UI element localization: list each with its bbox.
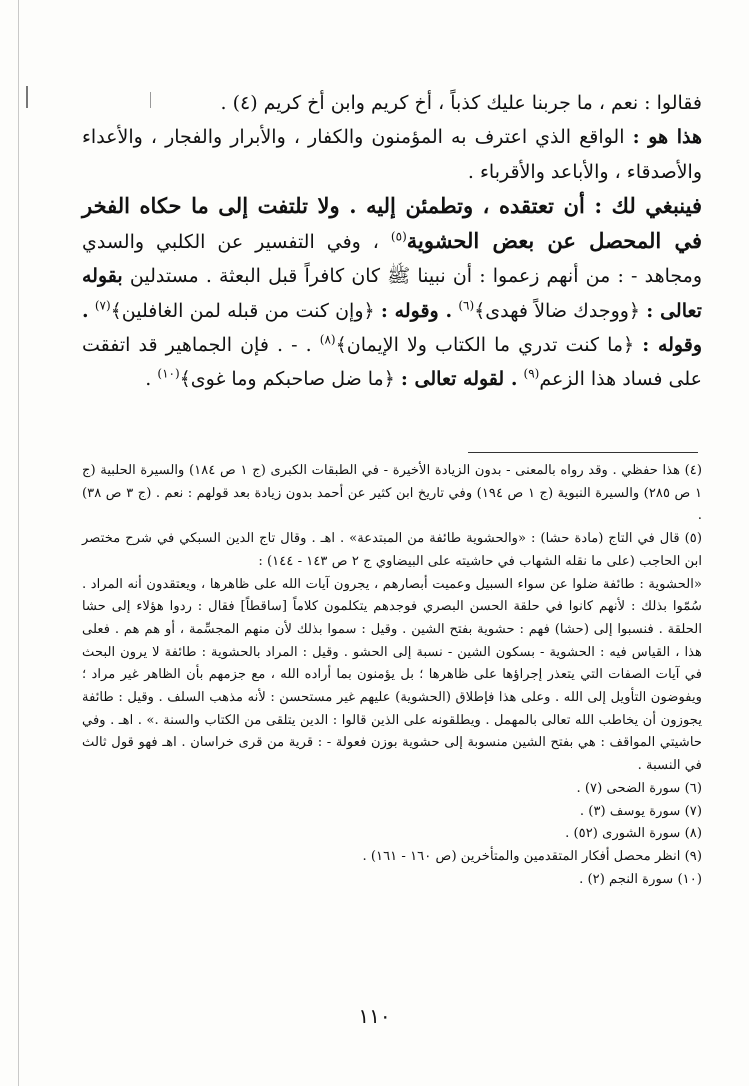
footnote-ref-5[interactable]: (٥) (390, 229, 407, 244)
footnote-ref-6[interactable]: (٦) (458, 298, 475, 313)
paragraph-text: . - . فإن الجماهير قد اتفقت على فساد هذا الزعم (82, 334, 702, 391)
quran-verse: ﴿ما كنت تدري ما الكتاب ولا الإيمان﴾ (335, 334, 635, 357)
page-number: ١١٠ (358, 1004, 391, 1028)
quran-verse: ﴿ووجدك ضالاً فهدى﴾ (474, 299, 641, 322)
paragraph-text: ، وفي التفسير عن الكلبي والسدي ومجاهد - : من أنهم زعموا : أن نبينا ﷺ كان كافراً قبل البعثة . مستدلين (82, 231, 703, 288)
footnote-ref-7[interactable]: (٧) (94, 298, 111, 313)
footnote-separator (468, 452, 698, 453)
footnote-ref-10[interactable]: (١٠) (157, 367, 180, 382)
footnote-10: (١٠) سورة النجم (٢) . (579, 871, 702, 887)
footnote-5: (٥) قال في التاج (مادة حشا) : «والحشوية طائفة من المبتدعة» . اهـ . وقال تاج الدين السبكي في شرح مختصر ابن الحاجب (على ما نقله الشهاب في حاشيته على البيضاوي ج ٢ ص ١٤٣ - ١٤٤) : (82, 531, 702, 569)
footnote-6: (٦) سورة الضحى (٧) . (576, 780, 702, 796)
quran-verse: ﴿وإن كنت من قبله لمن الغافلين﴾ (110, 299, 375, 322)
footnote-references (82, 778, 702, 892)
footnote-ref-8[interactable]: (٨) (319, 332, 336, 347)
footnote-ref-9[interactable]: (٩) (523, 367, 540, 382)
footnote-7: (٧) سورة يوسف (٣) . (579, 803, 702, 819)
belief-paragraph (82, 189, 702, 397)
bold-phrase: . لقوله تعالى : (400, 368, 518, 391)
bold-lead: فينبغي لك : أن تعتقده ، وتطمئن إليه . ولا تلتفت إلى ما حكاه الفخر في المحصل عن بعض الحشوية (82, 192, 703, 254)
bold-phrase: بقوله تعالى : (82, 265, 702, 322)
bold-phrase: . وقوله : (380, 299, 453, 322)
footnotes (82, 460, 702, 891)
main-text (82, 86, 702, 397)
footnote-5-quote: «الحشوية : طائفة ضلوا عن سواء السبيل وعميت أبصارهم ، يجرون آيات الله على ظاهرها ، ويعتقدون أنه المراد . سُمّوا بذلك : لأنهم كانوا في حلقة الحسن البصري فوجدهم يتكلمون كلاماً [ساقطاً] فقال : ردوا هؤلاء إلى حشا الحلقة . فنسبوا إلى (حشا) فهم : حشوية بفتح الشين . وقيل : سموا بذلك لأن منهم المجسِّمة ، أو هم هم . فعلى هذا ، القياس فيه : الحشوية - بسكون الشين - نسبة إلى الحشو . وقيل : المراد بالحشوية : طائفة لا يرون البحث في آيات الصفات التي يتعذر إجراؤها على ظاهرها ؛ بل يؤمنون بما أراده الله ، مع جزمهم بأن الظاهر غير مراد ؛ ويفوضون التأويل إلى الله . وعلى هذا فإطلاق (الحشوية) عليهم غير مستحسن : لأنه مذهب السلف . وقيل : طائفة يجوزون أن يخاطب الله تعالى بالمهمل . ويطلقونه على الذين قالوا : الدين يتلقى من الكتاب والسنة .» . اهـ . وفي حاشيتي المواقف : هي بفتح الشين منسوبة إلى حشوية بوزن فعولة - : قرية من قرى خراسان . اهـ فهو قول ثالث في النسبة . (82, 576, 702, 774)
reality-paragraph (82, 120, 702, 189)
page-edge-line (18, 0, 19, 1086)
quran-verse: ﴿ما ضل صاحبكم وما غوى﴾ (179, 368, 395, 391)
footnote-4: (٤) هذا حفظي . وقد رواه بالمعنى - بدون الزيادة الأخيرة - في الطبقات الكبرى (ج ١ ص ١٨٤) والسيرة الحلبية (ج ١ ص ٢٨٥) والسيرة النبوية (ج ١ ص ١٩٤) وفي تاريخ ابن كثير عن أحمد بدون زيادة بعد قولهم : نعم . (ج ٣ ص ٣٨) . (82, 463, 703, 524)
paragraph-text: الواقع الذي اعترف به المؤمنون والكفار ، والأبرار والفجار ، والأعداء والأصدقاء ، والأباعد والأقرباء . (82, 126, 702, 183)
footnote-9: (٩) انظر محصل أفكار المتقدمين والمتأخرين (ص ١٦٠ - ١٦١) . (362, 848, 702, 864)
scan-mark (26, 86, 28, 108)
paragraph-end: . (145, 368, 152, 391)
bold-lead: هذا هو : (632, 126, 703, 149)
bold-phrase: . وقوله : (82, 299, 703, 357)
footnote-8: (٨) سورة الشورى (٥٢) . (565, 826, 702, 842)
intro-line: فقالوا : نعم ، ما جربنا عليك كذباً ، أخ كريم وابن أخ كريم (٤) . (220, 92, 702, 114)
